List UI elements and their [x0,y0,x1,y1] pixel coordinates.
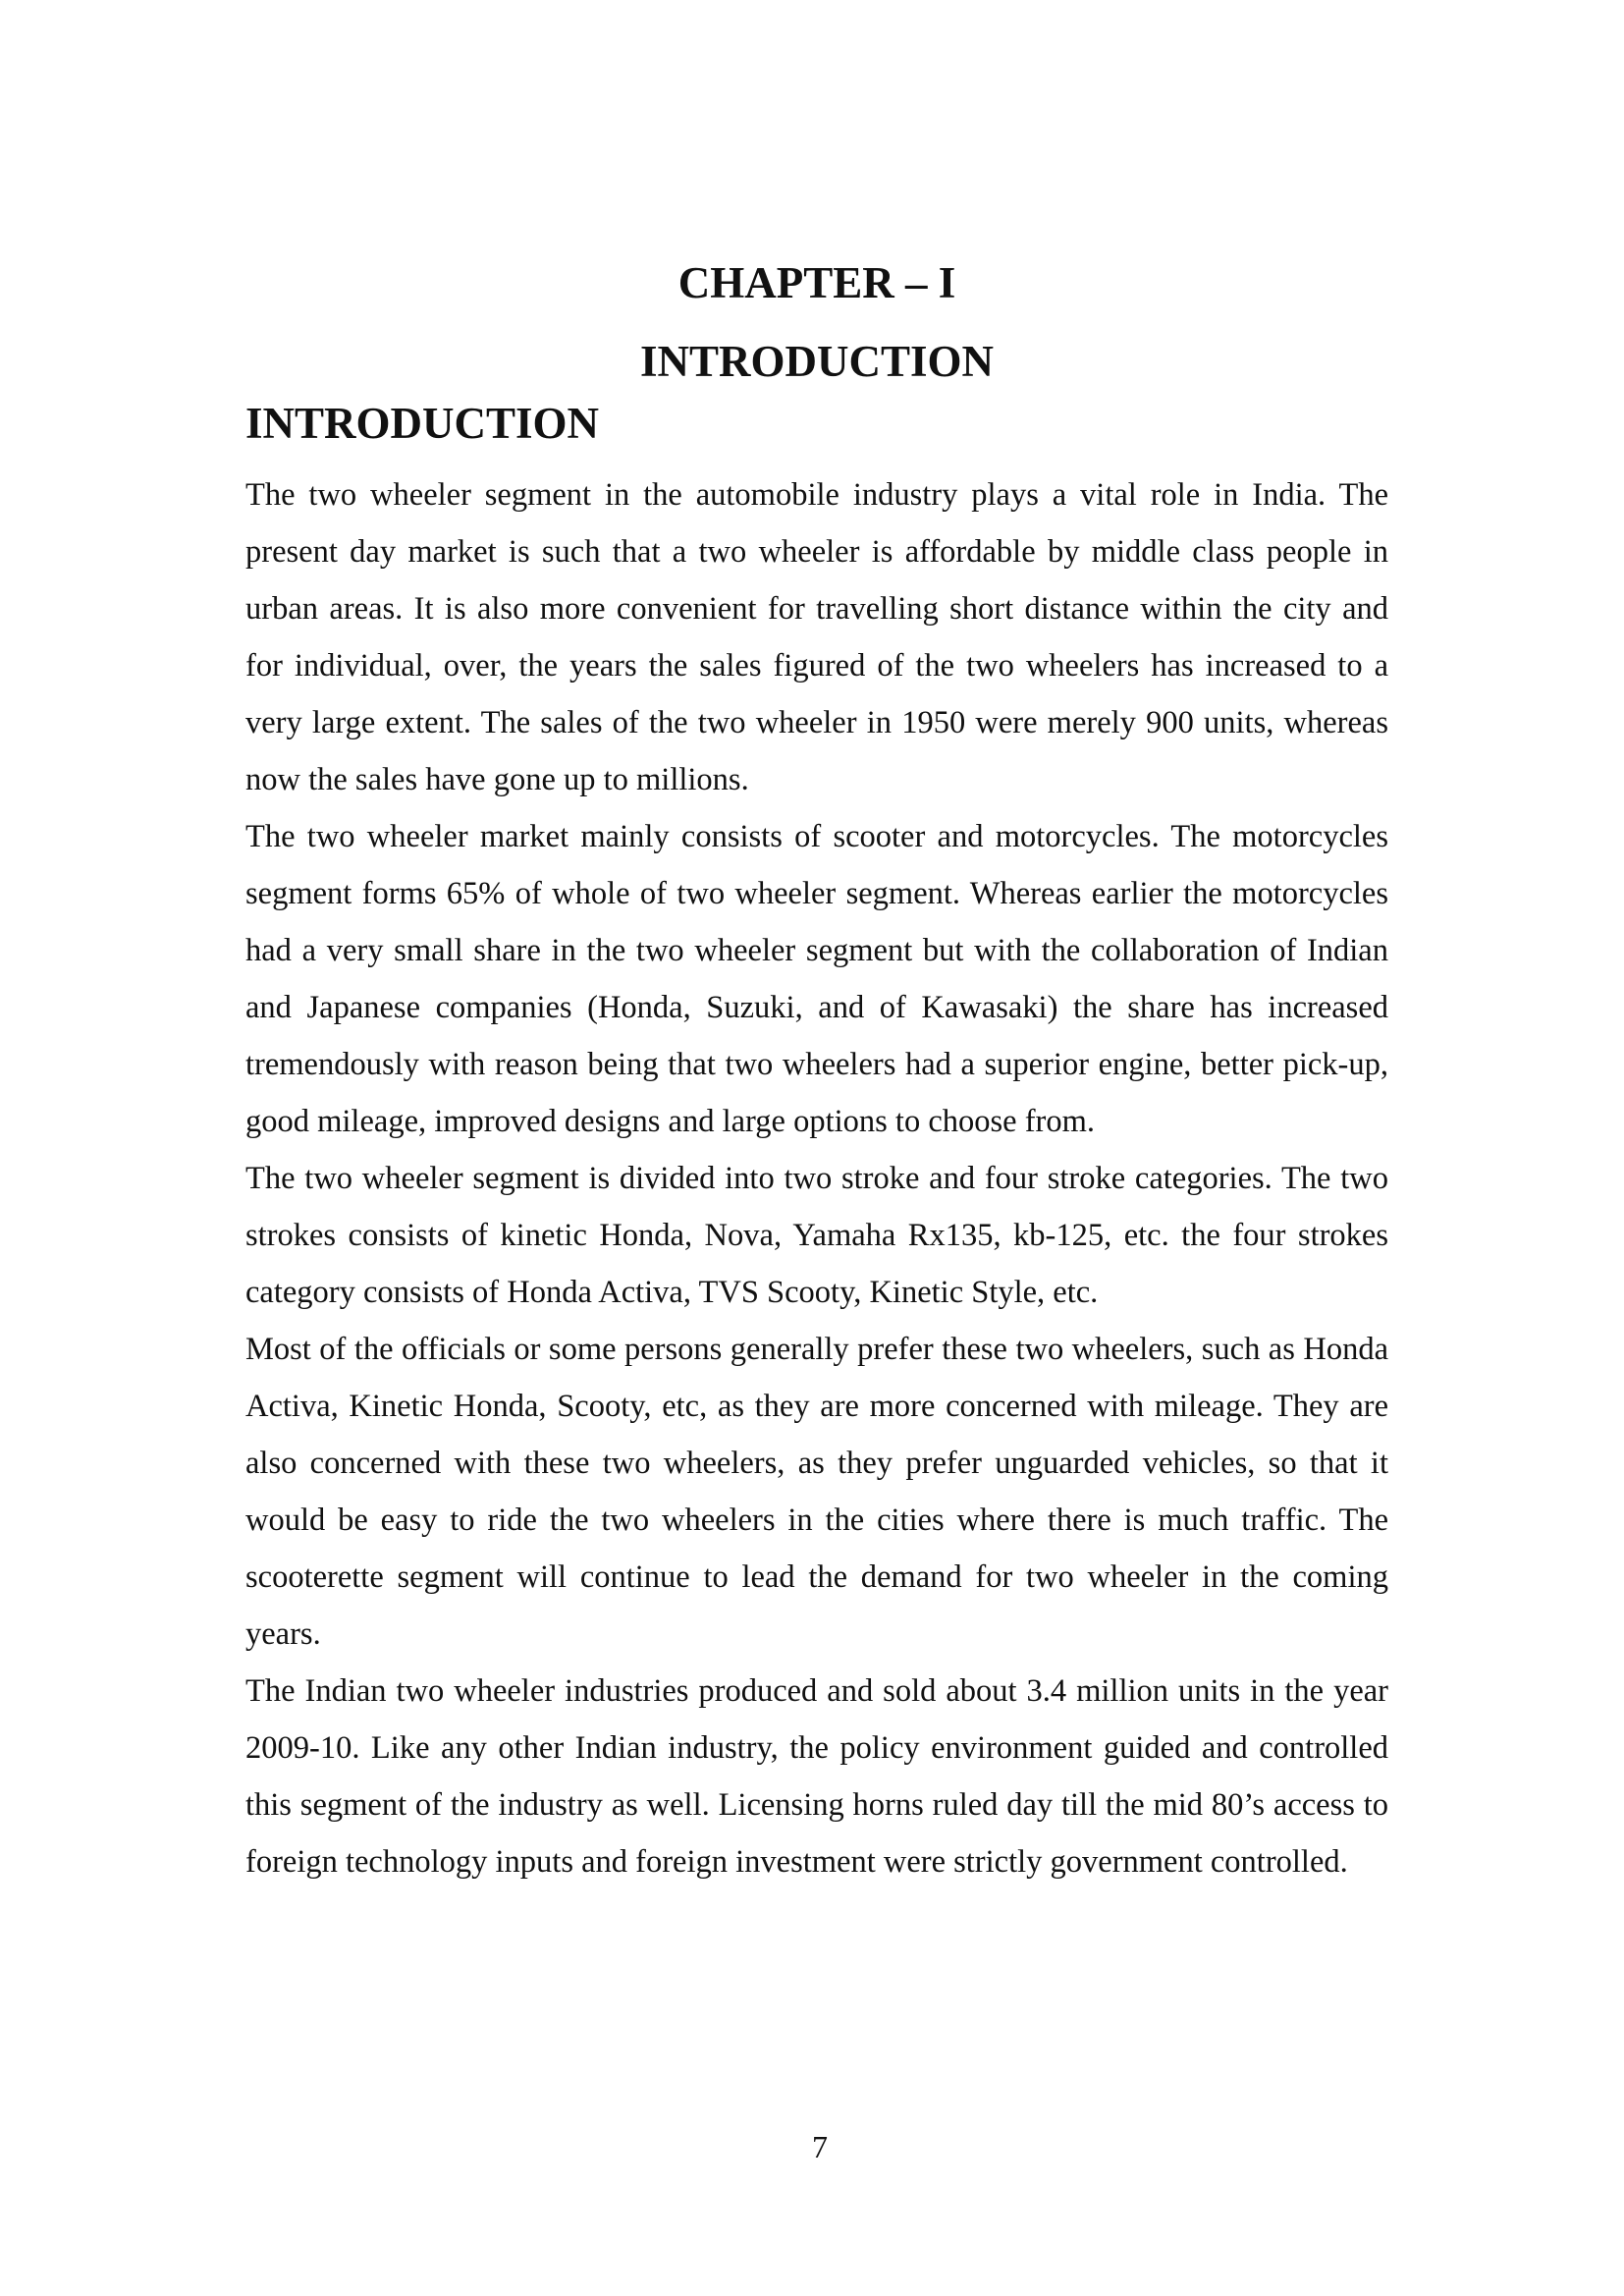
paragraph: The two wheeler segment is divided into two stroke and four stroke categories. The two strokes consists of kinetic Honda, Nova, Yamaha Rx135, kb-125, etc. the four strokes category consists of Honda Activa, TVS Scooty, Kinetic Style, etc. [245,1161,1388,1310]
chapter-number: CHAPTER – I [677,258,956,307]
page-number: 7 [812,2129,828,2164]
chapter-title: INTRODUCTION [639,337,995,386]
paragraph: The two wheeler segment in the automobile industry plays a vital role in India. The present day market is such that a two wheeler is affordable by middle class people in urban areas. It is also more convenient for travelling short distance within the city and for individual, over, the years the sales figured of the two wheelers has increased to a very large extent. The sales of the two wheeler in 1950 were merely 900 units, whereas now the sales have gone up to millions. [245,477,1388,797]
section-heading: INTRODUCTION [245,399,600,448]
paragraph: The two wheeler market mainly consists of scooter and motorcycles. The motorcycles segment forms 65% of whole of two wheeler segment. Whereas earlier the motorcycles had a very small share in the two wheeler segment but with the collaboration of Indian and Japanese companies (Honda, Suzuki, and of Kawasaki) the share has increased tremendously with reason being that two wheelers had a superior engine, better pick-up, good mileage, improved designs and large options to choose from. [245,819,1388,1139]
chapter-heading [245,244,1388,401]
body-text [245,466,1388,1890]
paragraph: Most of the officials or some persons generally prefer these two wheelers, such as Honda Activa, Kinetic Honda, Scooty, etc, as they are more concerned with mileage. They are also concerned with these two wheelers, as they prefer unguarded vehicles, so that it would be easy to ride the two wheelers in the cities where there is much traffic. The scooterette segment will continue to lead the demand for two wheeler in the coming years. [245,1332,1388,1652]
paragraph: The Indian two wheeler industries produced and sold about 3.4 million units in the year 2009-10. Like any other Indian industry, the policy environment guided and controlled this segment of the industry as well. Licensing horns ruled day till the mid 80’s access to foreign technology inputs and foreign investment were strictly government controlled. [245,1673,1388,1880]
